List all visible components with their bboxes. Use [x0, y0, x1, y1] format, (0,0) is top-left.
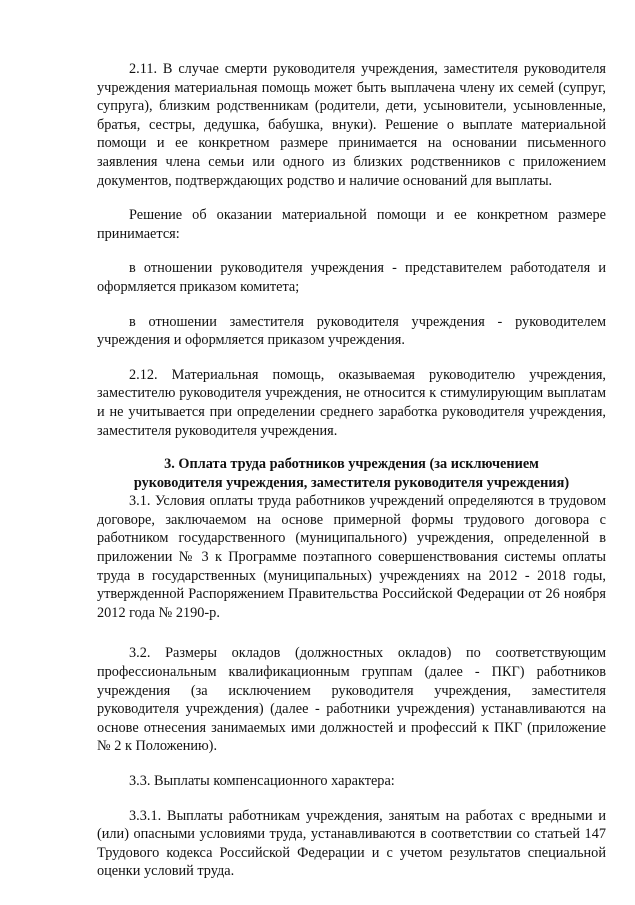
paragraph-2-11: 2.11. В случае смерти руководителя учреждения, заместителя руководителя учреждения материальная помощь может быть выплачена члену их семей (супруг, супруга), близким родственникам (родители, дети, усыновители, усыновленные, братья, сестры, дедушка, бабушка, внуки). Решение о выплате материальной помощи и ее конкретном размере принимается на основании письменного заявления члена семьи или одного из близких родственников с приложением документов, подтверждающих родство и наличие оснований для выплаты. — [97, 61, 606, 189]
paragraph-decision: Решение об оказании материальной помощи и ее конкретном размере принимается: — [97, 207, 606, 242]
paragraph-2-12: 2.12. Материальная помощь, оказываемая руководителю учреждения, заместителю руководителя учреждения, не относится к стимулирующим выплатам и не учитывается при определении среднего заработка руководителя учреждения, заместителя руководителя учреждения. — [97, 366, 606, 439]
section-3-heading-line-2: руководителя учреждения, заместителя руководителя учреждения) — [133, 474, 570, 491]
paragraph-3-2: 3.2. Размеры окладов (должностных окладов) по соответствующим профессиональным квалификационным группам (далее - ПКГ) работников учреждения (за исключением руководителя учреждения, заместителя руководителя учреждения) (далее - работники учреждения) устанавливаются на основе отнесения занимаемых ими должностей и профессий к ПКГ (приложение № 2 к Положению). — [97, 645, 606, 755]
paragraph-3-3-1: 3.3.1. Выплаты работникам учреждения, занятым на работах с вредными и (или) опасными условиями труда, устанавливаются в соответствии со статьей 147 Трудового кодекса Российской Федерации и с учетом результатов специальной оценки условий труда. — [97, 807, 606, 880]
paragraph-head: в отношении руководителя учреждения - представителем работодателя и оформляется приказом комитета; — [97, 260, 606, 295]
section-3-heading-line-1: 3. Оплата труда работников учреждения (за исключением — [164, 456, 539, 473]
paragraph-3-1: 3.1. Условия оплаты труда работников учреждений определяются в трудовом договоре, заключаемом на основе примерной формы трудового договора с работником государственного (муниципального) учреждения, определенной в приложении № 3 к Программе поэтапного совершенствования системы оплаты труда в государственных (муниципальных) учреждениях на 2012 - 2018 годы, утвержденной Распоряжением Правительства Российской Федерации от 26 ноября 2012 года № 2190-р. — [97, 493, 606, 621]
paragraph-3-3: 3.3. Выплаты компенсационного характера: — [129, 773, 395, 789]
document-page — [97, 60, 606, 881]
section-3-heading — [97, 455, 606, 492]
paragraph-deputy: в отношении заместителя руководителя учреждения - руководителем учреждения и оформляется приказом учреждения. — [97, 313, 606, 349]
